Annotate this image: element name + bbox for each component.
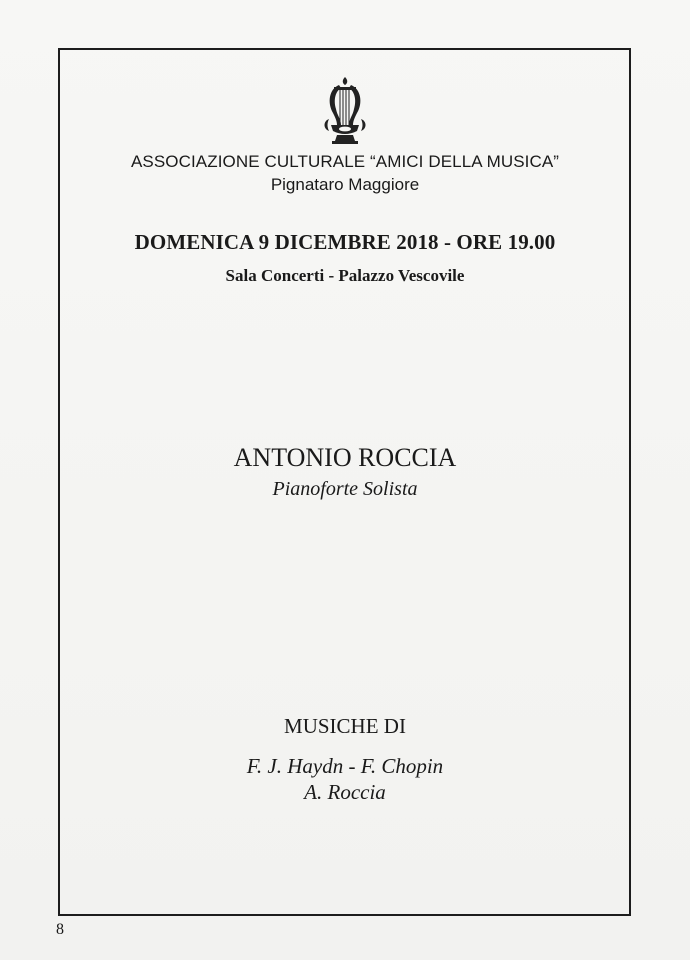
performer-name: ANTONIO ROCCIA	[233, 443, 457, 472]
composers-line-2: A. Roccia	[304, 780, 386, 804]
association-name: ASSOCIAZIONE CULTURALE “AMICI DELLA MUSICA”	[130, 152, 560, 171]
event-date-time: DOMENICA 9 DICEMBRE 2018 - ORE 19.00	[134, 230, 556, 254]
composers-line-1: F. J. Haydn - F. Chopin	[246, 754, 444, 778]
event-venue: Sala Concerti - Palazzo Vescovile	[225, 266, 465, 285]
page-number: 8	[56, 921, 64, 938]
lyre-icon	[319, 75, 371, 147]
program-heading: MUSICHE DI	[284, 714, 406, 738]
performer-role: Pianoforte Solista	[272, 478, 418, 500]
association-town: Pignataro Maggiore	[270, 175, 420, 194]
